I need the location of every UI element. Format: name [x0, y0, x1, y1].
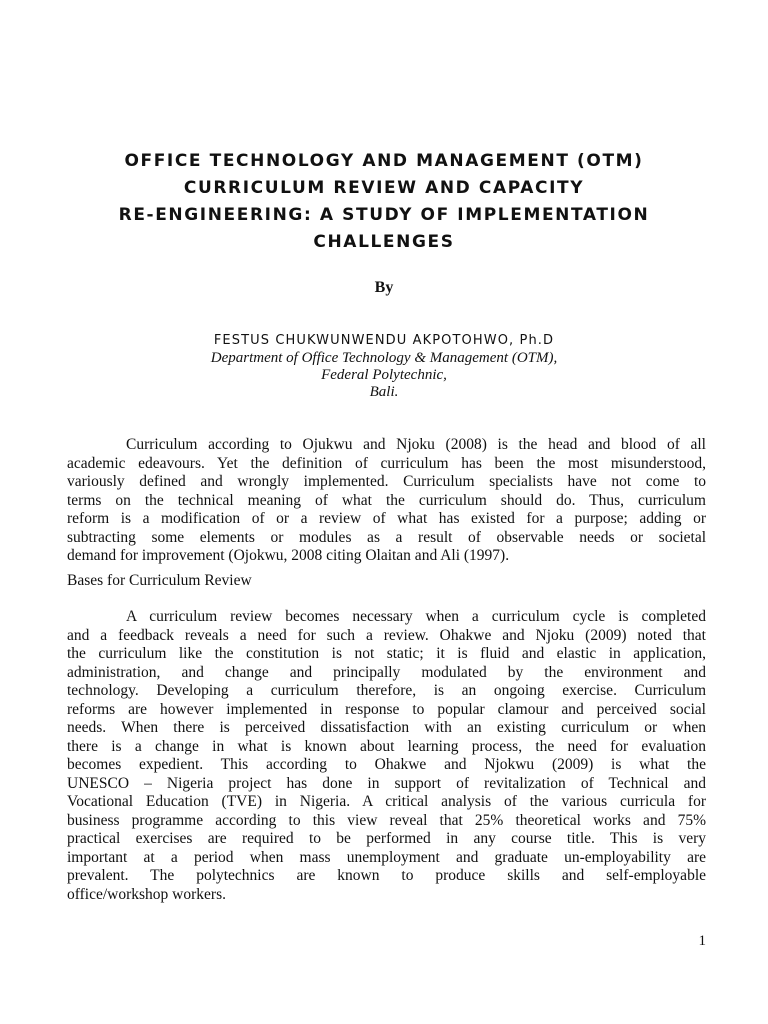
text-line: terms on the technical meaning of what the curriculum should do. Thus, curriculum [67, 491, 706, 509]
text-line: UNESCO – Nigeria project has done in support of revitalization of Technical and [67, 774, 706, 792]
title-line: RE-ENGINEERING: A STUDY OF IMPLEMENTATION [118, 205, 650, 225]
text-line: demand for improvement (Ojokwu, 2008 citing Olaitan and Ali (1997). [67, 547, 510, 564]
text-line: reform is a modification of or a review of what has existed for a purpose; adding or [67, 510, 706, 527]
text-line: Vocational Education (TVE) in Nigeria. A critical analysis of the various curricula for [67, 793, 706, 810]
author-name: FESTUS CHUKWUNWENDU AKPOTOHWO, Ph.D [213, 333, 555, 348]
text-line: office/workshop workers. [67, 885, 226, 903]
text-line: there is a change in what is known about learning process, the need for evaluation [67, 737, 706, 755]
affiliation-line: Bali. [369, 384, 399, 400]
text-line: variously defined and wrongly implemented. Curriculum specialists have not come to [67, 473, 706, 490]
text-line: important at a period when mass unemployment and graduate un-employability are [67, 848, 706, 866]
text-line: Curriculum according to Ojukwu and Njoku (2008) is the head and blood of all [126, 436, 706, 453]
title-line: CURRICULUM REVIEW AND CAPACITY [183, 178, 585, 198]
author-affiliation [0, 350, 768, 401]
page-number: 1 [698, 933, 706, 949]
text-line: practical exercises are required to be performed in any course title. This is very [67, 830, 706, 847]
text-line: needs. When there is perceived dissatisfaction with an existing curriculum or when [67, 719, 706, 736]
byline-label: By [374, 279, 394, 296]
text-line: subtracting some elements or modules as a result of observable needs or societal [67, 528, 706, 546]
title-line: CHALLENGES [313, 232, 455, 252]
affiliation-line: Department of Office Technology & Management (OTM), [210, 350, 558, 366]
text-line: business programme according to this view reveal that 25% theoretical works and 75% [67, 811, 706, 829]
paragraph-intro [67, 436, 706, 566]
paragraph-bases [67, 608, 706, 904]
text-line: and a feedback reveals a need for such a review. Ohakwe and Njoku (2009) noted that [67, 626, 706, 644]
text-line: A curriculum review becomes necessary when a curriculum cycle is completed [126, 608, 706, 625]
title-line: OFFICE TECHNOLOGY AND MANAGEMENT (OTM) [124, 151, 644, 171]
affiliation-line: Federal Polytechnic, [321, 367, 447, 383]
text-line: academic edeavours. Yet the definition of curriculum has been the most misunderstood, [67, 454, 706, 472]
text-line: the curriculum like the constitution is not static; it is fluid and elastic in application, [67, 645, 706, 662]
text-line: becomes expedient. This according to Ohakwe and Njokwu (2009) is what the [67, 756, 706, 773]
document-title [40, 148, 728, 256]
text-line: technology. Developing a curriculum therefore, is an ongoing exercise. Curriculum [67, 682, 706, 699]
text-line: reforms are however implemented in response to popular clamour and perceived social [67, 700, 706, 718]
section-heading: Bases for Curriculum Review [67, 572, 252, 589]
text-line: prevalent. The polytechnics are known to produce skills and self-employable [67, 867, 706, 884]
text-line: administration, and change and principally modulated by the environment and [67, 663, 706, 681]
